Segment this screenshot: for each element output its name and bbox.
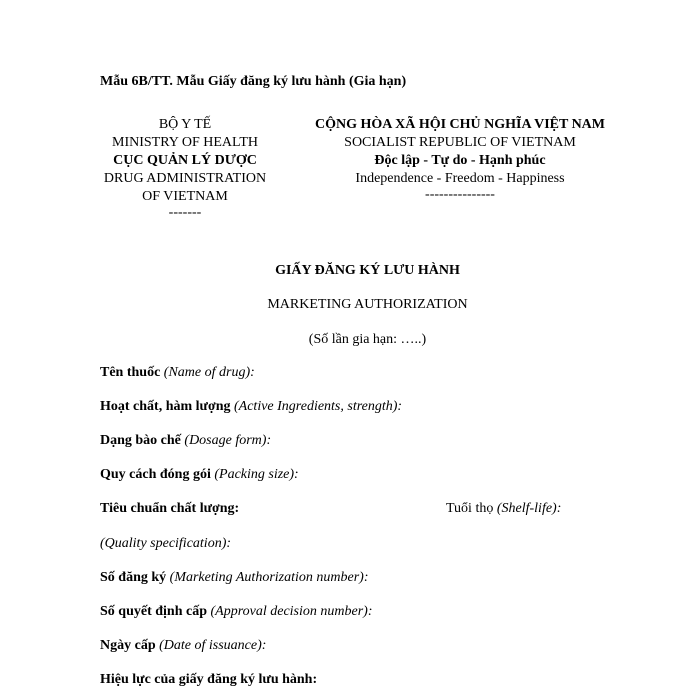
doc-title-en: MARKETING AUTHORIZATION: [267, 297, 468, 312]
motto-vi: Độc lập - Tự do - Hạnh phúc: [374, 153, 546, 168]
ministry-header: [100, 116, 270, 220]
doc-title-vi: GIẤY ĐĂNG KÝ LƯU HÀNH: [275, 263, 460, 278]
agency-en-2: OF VIETNAM: [142, 189, 228, 204]
renewal-count: (Số lần gia hạn: …..): [308, 332, 427, 347]
ministry-vi: BỘ Y TẾ: [158, 117, 212, 132]
field-packing-size: Quy cách đóng gói (Packing size):: [100, 467, 299, 482]
country-en: SOCIALIST REPUBLIC OF VIETNAM: [344, 135, 576, 150]
agency-vi: CỤC QUẢN LÝ DƯỢC: [113, 153, 257, 168]
field-quality-spec-en: (Quality specification):: [100, 536, 232, 551]
agency-en-1: DRUG ADMINISTRATION: [103, 171, 267, 186]
motto-en: Independence - Freedom - Happiness: [355, 171, 565, 186]
field-drug-name: Tên thuốc (Name of drug):: [100, 365, 255, 380]
field-registration-number: Số đăng ký (Marketing Authorization number):: [100, 570, 369, 585]
ministry-en: MINISTRY OF HEALTH: [112, 135, 258, 150]
field-approval-decision: Số quyết định cấp (Approval decision number):: [100, 604, 373, 619]
field-shelf-life: Tuổi thọ (Shelf-life):: [446, 501, 562, 516]
national-divider: ---------------: [425, 187, 495, 202]
ministry-divider: -------: [168, 205, 202, 220]
country-vi: CỘNG HÒA XÃ HỘI CHỦ NGHĨA VIỆT NAM: [314, 117, 605, 132]
field-dosage-form: Dạng bào chế (Dosage form):: [100, 433, 272, 448]
field-issue-date: Ngày cấp (Date of issuance):: [100, 638, 267, 653]
national-header: [300, 116, 620, 202]
field-active-ingredients: Hoạt chất, hàm lượng (Active Ingredients, strength):: [100, 399, 403, 414]
field-quality-spec: Tiêu chuẩn chất lượng:: [100, 501, 240, 516]
form-code: Mẫu 6B/TT. Mẫu Giấy đăng ký lưu hành (Gia hạn): [100, 74, 407, 89]
field-validity: Hiệu lực của giấy đăng ký lưu hành:: [100, 672, 318, 687]
